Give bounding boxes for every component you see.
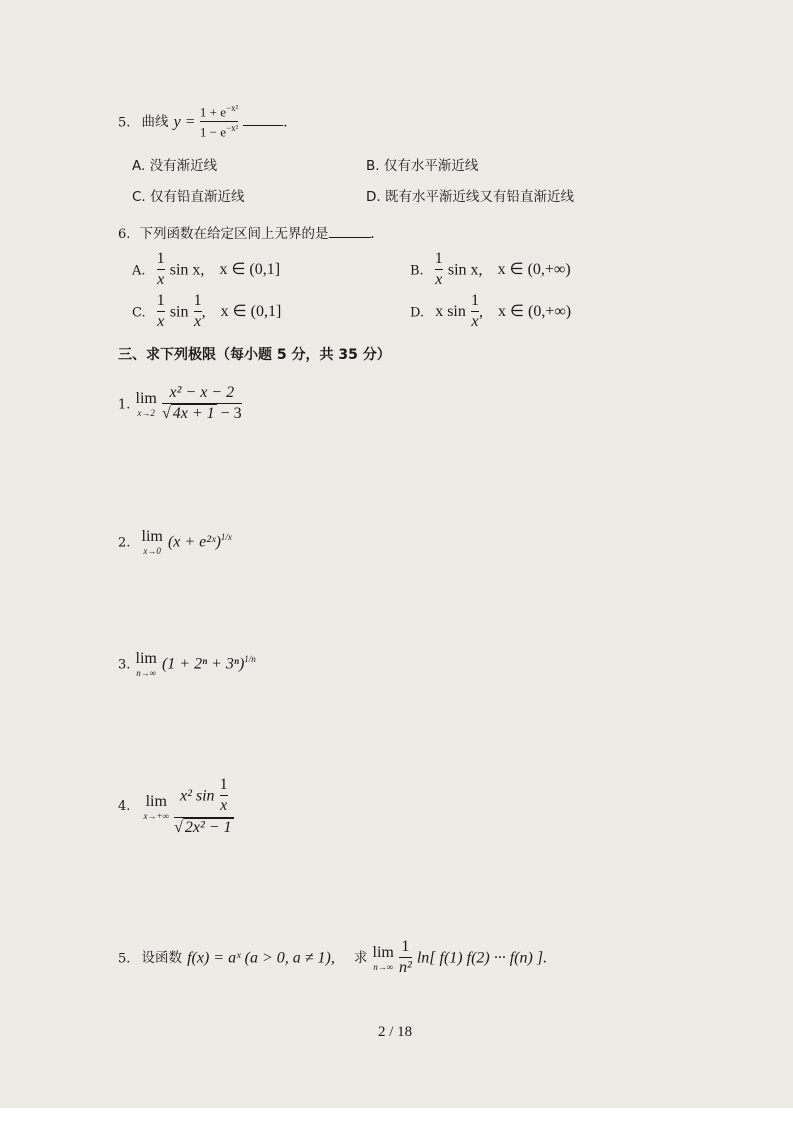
limit-problem-2: 2. lim x→0 (x + e²ˣ)$^{1/x}$ <box>118 528 232 556</box>
q5-option-a: A. 没有渐近线 <box>132 158 218 174</box>
q5-option-b: B. 仅有水平渐近线 <box>366 158 479 174</box>
q6-option-d: D. x sin $\frac{1}{x}$ , x ∈ (0,+∞) <box>410 292 572 331</box>
question-5-text: 曲线 <box>141 114 169 131</box>
limit-problem-1: 1. lim x→2 $\frac{\text{x² − x − 2}}{√ 4x + 1 - 3}$ <box>118 384 242 423</box>
question-6: 6. 下列函数在给定区间上无界的是 . <box>118 225 375 242</box>
section-3-title: 三、求下列极限（每小题 5 分，共 35 分） <box>118 347 391 363</box>
limit-problem-5: 5. 设函数 f(x) = aˣ (a > 0, a ≠ 1), 求 lim n→∞ $\frac{1}{\text{n²}}$ ln[ f(1) f(2) ··· f(n) ]. <box>118 938 548 977</box>
q6-option-b: B. $\frac{1}{x}$ sin x, x ∈ (0,+∞) <box>410 250 571 289</box>
q5-option-d: D. 既有水平渐近线又有铅直渐近线 <box>366 189 574 205</box>
q5-option-c: C. 仅有铅直渐近线 <box>132 189 245 205</box>
limit-problem-4: 4. lim x→+∞ x² sin $\frac{1}{x}$ √ 2x² − 1 <box>118 776 232 836</box>
page-number: 2 / 18 <box>378 1024 413 1040</box>
question-5-fraction: $\frac{1 + e^{-x^2}}{1 - e^{-x^2}}$ <box>199 103 239 140</box>
question-5: 5. 曲线 y = $\frac{1 + e^{-x^2}}{1 - e^{-x^2}}$ . <box>118 103 288 140</box>
limit-problem-3: 3. lim n→∞ $(1 + 2^n + 3^n)^{1/n}$ <box>118 650 256 678</box>
question-5-number: 5. <box>118 115 131 131</box>
answer-blank <box>329 237 371 238</box>
answer-blank <box>243 125 283 126</box>
q6-option-c: C. $\frac{1}{x}$ sin $\frac{1}{x}$ , x ∈ (0,1] <box>132 292 282 331</box>
q6-option-a: A. $\frac{1}{x}$ sin x, x ∈ (0,1] <box>132 250 281 289</box>
bottom-strip <box>0 1108 793 1122</box>
